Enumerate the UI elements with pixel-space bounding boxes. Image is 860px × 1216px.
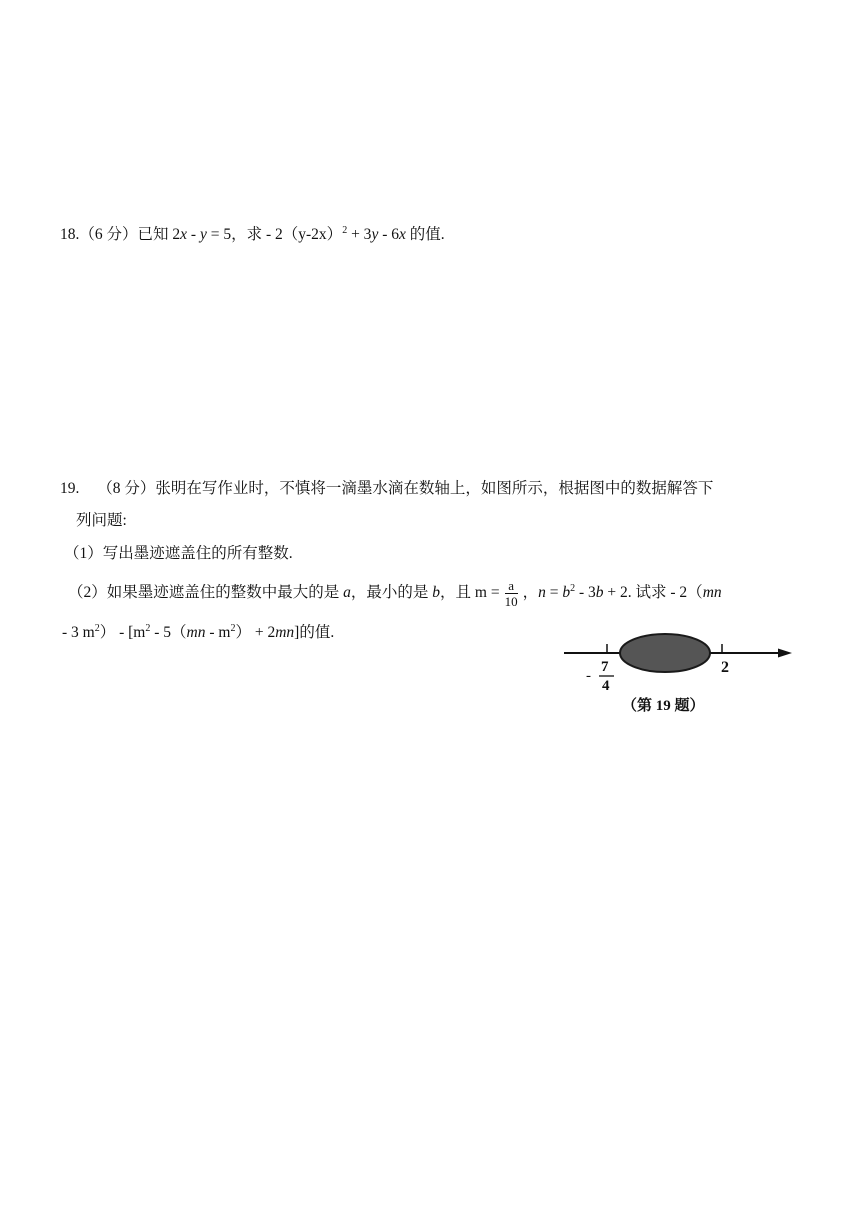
q19-part2-text: = [545,584,563,601]
q19-exponent: 2 [145,623,151,634]
q19-var-mn: mn [702,584,722,601]
question-19-stem [60,478,713,500]
q19-stem-line2: 列问题: [76,512,127,529]
q19-var-n: n [538,584,546,601]
q19-number: 19. [60,480,80,497]
right-label: 2 [721,659,729,676]
q19-part2-text: - 5（ [150,624,187,641]
left-label-numerator: 7 [601,659,609,675]
q19-part1-text: （1）写出墨迹遮盖住的所有整数. [64,545,293,562]
ink-blot [620,634,710,672]
figure-caption: （第 19 题） [622,698,705,714]
q18-var-y: y [371,226,379,243]
q19-part2-text: ） + 2 [235,624,276,641]
q19-part2-line2 [62,618,334,644]
left-label-sign: - [586,668,591,684]
q19-part2-text: - 3 m [62,624,95,641]
q18-text: 已知 2 [137,226,181,243]
q19-exponent: 2 [94,623,100,634]
q19-var-b: b [595,584,604,601]
q19-exponent: 2 [570,583,576,594]
q18-var-y: y [199,226,207,243]
q19-exponent: 2 [230,623,236,634]
fraction-denominator: 10 [504,593,518,609]
fraction-numerator: a [505,579,518,594]
q19-part2-text: ，最小的是 [350,584,433,601]
q19-var-mn: mn [275,624,295,641]
q19-part1 [64,543,293,565]
q19-part2-text: + 2. 试求 - 2（ [603,584,703,601]
q18-exponent: 2 [342,225,348,236]
q19-part2-text: ]的值. [294,624,335,641]
q18-text: + 3 [347,226,372,243]
q18-number: 18. [60,226,80,243]
left-label-denominator: 4 [602,678,610,694]
q19-var-b: b [562,584,571,601]
question-18 [60,220,445,246]
question-19-stem-cont [76,510,127,532]
q19-part2-text: （2）如果墨迹遮盖住的整数中最大的是 [68,584,344,601]
q19-part2-text: - m [205,624,231,641]
q19-part2-text: ， [522,584,539,601]
q18-var-x: x [180,226,188,243]
q19-var-a: a [343,584,351,601]
q18-text: 的值. [405,226,445,243]
q19-part2-text: ） - [m [99,624,146,641]
q19-stem-line1: 张明在写作业时，不慎将一滴墨水滴在数轴上，如图所示，根据图中的数据解答下 [155,480,714,497]
q19-part2 [68,578,722,608]
q18-text: = 5，求 - 2（y-2x） [206,226,343,243]
q19-score: （8 分） [97,480,156,497]
q19-part2-text: ，且 m = [440,584,500,601]
q19-var-mn: mn [186,624,206,641]
fraction-a-over-10 [505,579,518,608]
q18-var-x: x [399,226,406,243]
q18-score: （6 分） [79,226,138,243]
q19-var-b: b [432,584,441,601]
number-line-arrowhead [778,649,792,658]
q18-text: - 6 [378,226,399,243]
q19-part2-text: - 3 [575,584,596,601]
q18-text: - [187,226,200,243]
